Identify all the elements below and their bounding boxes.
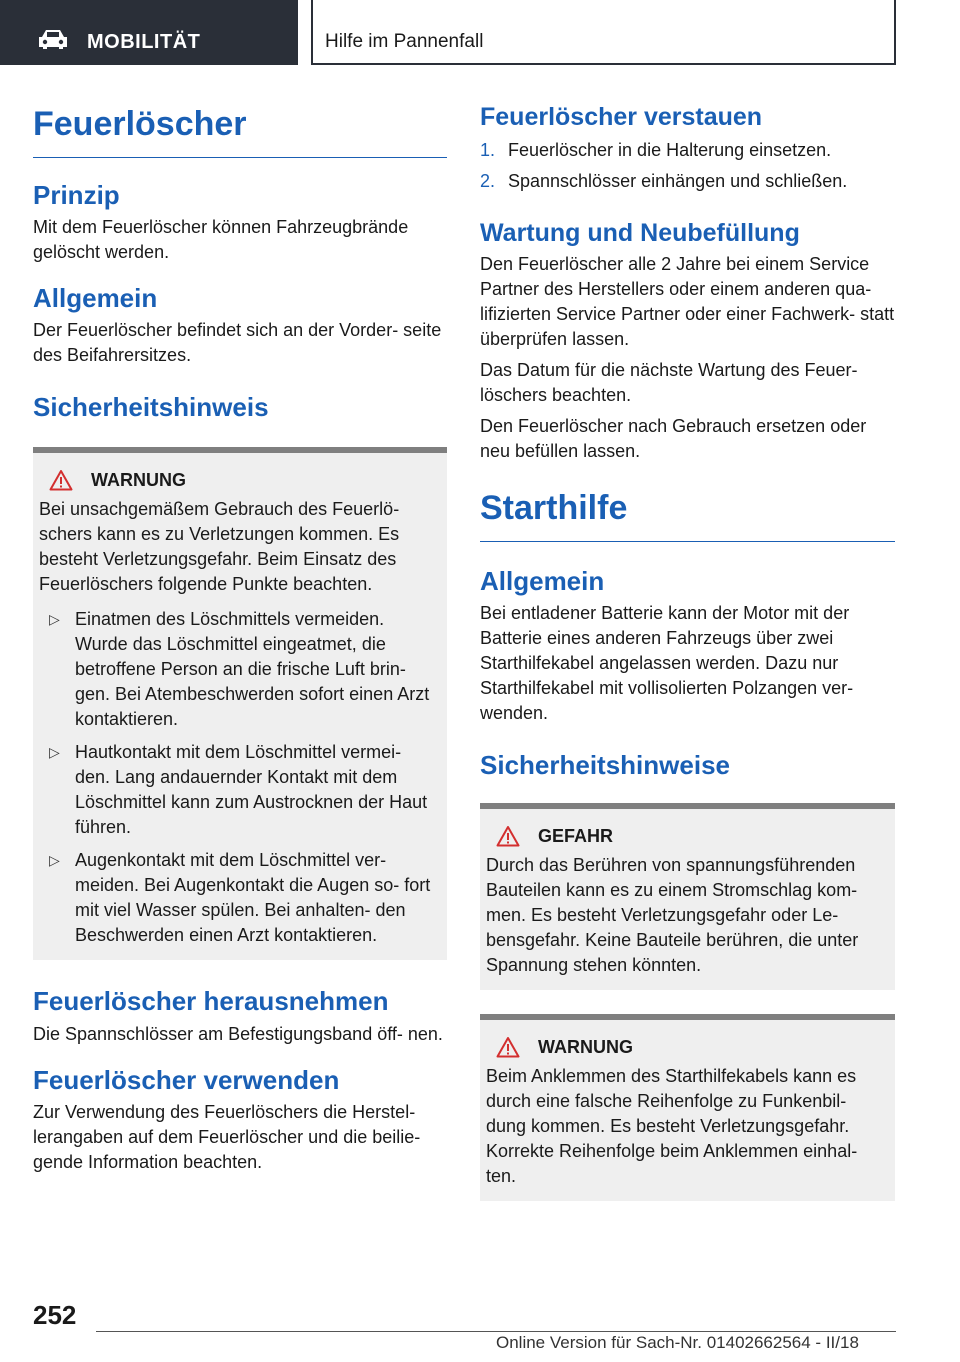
step-item <box>480 138 895 163</box>
step-item <box>480 169 895 194</box>
page-title: Feuerlöscher <box>33 90 447 158</box>
heading-verstauen: Feuerlöscher verstauen <box>480 103 763 131</box>
text-wartung-3: Den Feuerlöscher nach Gebrauch ersetzen oder neu befüllen lassen. <box>480 416 867 461</box>
step-text: Feuerlöscher in die Halterung einsetzen. <box>508 140 832 160</box>
breadcrumb-label: Hilfe im Pannenfall <box>325 31 484 52</box>
text-herausnehmen: Die Spannschlösser am Befestigungsband öff‐ nen. <box>33 1023 443 1044</box>
heading-prinzip: Prinzip <box>33 179 120 210</box>
danger-text: Durch das Berühren von spannungsführenden Bauteilen kann es zu einem Stromschlag kom‐ men. Es besteht Verletzungsgefahr oder Le‐ bensgefahr. Keine Bauteile berühren, die unter Spannung stehen könnten. <box>486 855 859 976</box>
page-number: 252 <box>33 1300 77 1330</box>
warning-triangle-icon <box>496 1036 520 1058</box>
bullet-triangle-icon: ▷ <box>49 852 60 869</box>
car-icon <box>36 27 70 51</box>
text-verwenden: Zur Verwendung des Feuerlöschers die Herstel‐ lerangaben auf dem Feuerlöscher und die beilie‐ gende Information beachten. <box>33 1101 421 1172</box>
text-allgemein: Der Feuerlöscher befindet sich an der Vorder‐ seite des Beifahrersitzes. <box>33 320 442 366</box>
footer-text: Online Version für Sach-Nr. 01402662564 - II/18 <box>496 1333 859 1352</box>
bullet-text: Augenkontakt mit dem Löschmittel ver‐ meiden. Bei Augenkontakt die Augen so‐ fort mit viel Wasser spülen. Bei anhalten‐ den Beschwerden einen Arzt kontaktieren. <box>75 850 431 946</box>
list-item <box>39 740 441 840</box>
text-wartung-2: Das Datum für die nächste Wartung des Feuer‐ löschers beachten. <box>480 360 858 405</box>
heading-herausnehmen: Feuerlöscher herausnehmen <box>33 986 389 1017</box>
text-starthilfe-allgemein: Bei entladener Batterie kann der Motor mit der Batterie eines anderen Fahrzeugs über zwei Starthilfekabel angelassen werden. Dazu nur Starthilfekabel mit vollisolierten Polzangen ver‐ wenden. <box>480 602 854 723</box>
bullet-text: Einatmen des Löschmittels vermeiden. Wurde das Löschmittel eingeatmet, die betroffene Person an die frische Luft brin‐ gen. Bei Atembeschwerden sofort einen Arzt kontaktieren. <box>75 609 430 730</box>
bullet-triangle-icon: ▷ <box>49 744 60 761</box>
heading-allgemein: Allgemein <box>33 282 158 313</box>
danger-box <box>480 803 895 990</box>
step-number: 1. <box>480 140 496 160</box>
breadcrumb <box>311 0 896 65</box>
heading-verwenden: Feuerlöscher verwenden <box>33 1064 340 1095</box>
heading-wartung: Wartung und Neubefüllung <box>480 219 800 247</box>
text-wartung-1: Den Feuerlöscher alle 2 Jahre bei einem Service Partner des Herstellers oder einem anderen qua‐ lifizierten Service Partner oder einer Fachwerk‐ statt überprüfen lassen. <box>480 254 895 349</box>
warning-triangle-icon <box>49 469 73 491</box>
section-title-starthilfe: Starthilfe <box>480 488 895 542</box>
list-item <box>39 848 441 948</box>
warning-text: Beim Anklemmen des Starthilfekabels kann es durch eine falsche Reihenfolge zu Funkenbil‐ dung kommen. Es besteht Verletzungsgefahr. Korrekte Reihenfolge beim Anklemmen einhal‐ ten. <box>486 1066 858 1187</box>
bullet-triangle-icon: ▷ <box>49 611 60 628</box>
text-prinzip: Mit dem Feuerlöscher können Fahrzeugbrände gelöscht werden. <box>33 216 409 262</box>
warning-label: WARNUNG <box>91 469 186 490</box>
warning-header <box>39 469 441 491</box>
bullet-text: Hautkontakt mit dem Löschmittel vermei‐ den. Lang andauernder Kontakt mit dem Löschmittel kann zum Austrocknen der Haut führen. <box>75 742 428 838</box>
danger-header <box>486 825 889 847</box>
right-column <box>480 90 895 1201</box>
left-column <box>33 90 447 1175</box>
steps-list <box>480 138 895 194</box>
warning-text: Bei unsachgemäßem Gebrauch des Feuerlö‐ schers kann es zu Verletzungen kommen. Es besteht Verletzungsgefahr. Beim Einsatz des Feuerlöschers folgende Punkte beachten. <box>39 499 400 595</box>
heading-sicherheitshinweise: Sicherheitshinweise <box>480 749 730 780</box>
danger-label: GEFAHR <box>538 825 614 846</box>
warning-label: WARNUNG <box>538 1036 633 1057</box>
section-title: MOBILITÄT <box>87 31 201 53</box>
list-item <box>39 607 441 732</box>
warning-box <box>33 447 447 960</box>
step-text: Spannschlösser einhängen und schließen. <box>508 171 848 191</box>
warning-box <box>480 1014 895 1201</box>
heading-starthilfe-allgemein: Allgemein <box>480 565 605 596</box>
footer-divider <box>96 1331 896 1332</box>
warning-header <box>486 1036 889 1058</box>
section-tab <box>0 0 298 65</box>
step-number: 2. <box>480 171 496 191</box>
heading-sicherheitshinweis: Sicherheitshinweis <box>33 392 269 423</box>
warning-triangle-icon <box>496 825 520 847</box>
